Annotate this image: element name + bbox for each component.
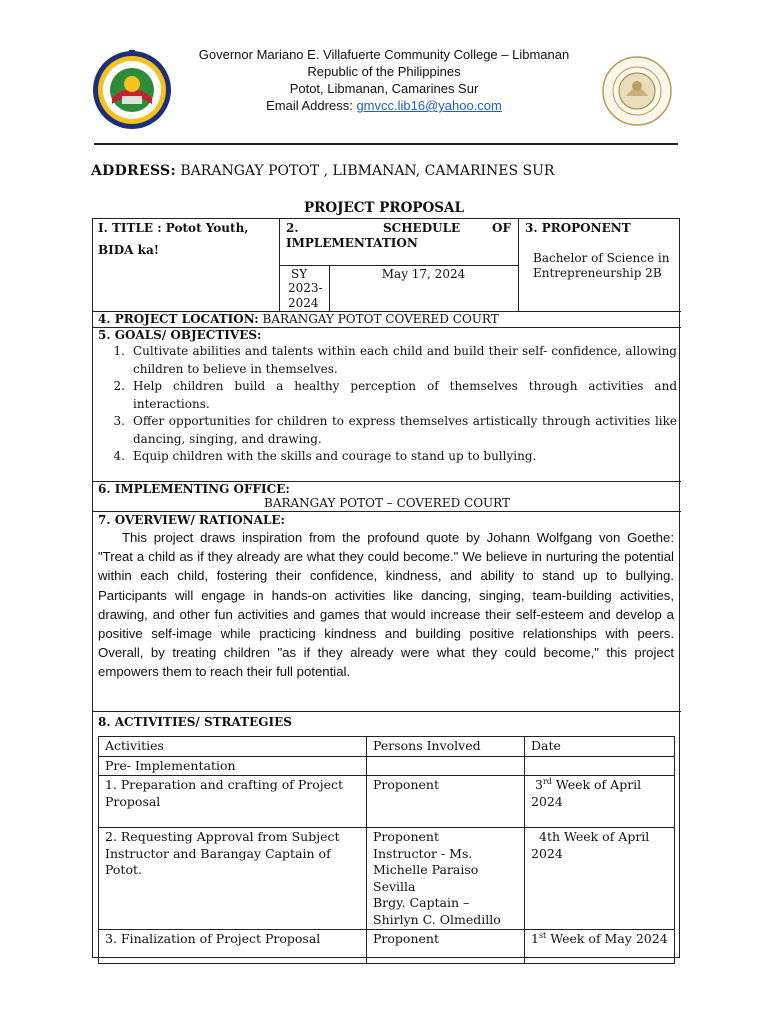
table-header-row: [99, 737, 675, 757]
goal-text: Cultivate abilities and talents within each child and build their self- confidence, allowing children to believe in themselves.: [133, 344, 677, 376]
empty-cell: [525, 756, 675, 776]
activity-cell: 1. Preparation and crafting of Project Proposal: [99, 776, 367, 828]
goal-number: 2.: [113, 379, 125, 393]
office-label: 6. IMPLEMENTING OFFICE:: [98, 482, 290, 496]
person-instructor: Instructor - Ms. Michelle Paraiso Sevilla: [373, 845, 479, 894]
date-cell: [525, 930, 675, 964]
divider-schedule-inner: [279, 265, 518, 266]
persons-cell: Proponent: [367, 776, 525, 828]
header-divider: [94, 143, 678, 145]
date-rest: Week of April 2024: [531, 777, 642, 809]
divider-row-5: [93, 711, 681, 712]
divider-schedule-proponent: [518, 219, 519, 311]
address-line: [91, 163, 554, 179]
title-label-2: BIDA ka!: [98, 243, 160, 257]
goal-item: [99, 343, 677, 378]
sy-line-3: 2024: [288, 296, 319, 310]
schedule-of: OF: [492, 221, 511, 235]
persons-cell: Proponent: [367, 930, 525, 964]
date-cell: [525, 828, 675, 930]
pre-implementation-label: Pre- Implementation: [99, 756, 367, 776]
proponent-label: 3. PROPONENT: [525, 221, 631, 235]
person-captain: Brgy. Captain – Shirlyn C. Olmedillo: [373, 895, 501, 927]
persons-cell: [367, 828, 525, 930]
goals-label: 5. GOALS/ OBJECTIVES:: [98, 328, 262, 342]
activity-cell: 3. Finalization of Project Proposal: [99, 930, 367, 964]
empty-cell: [367, 756, 525, 776]
person-proponent: Proponent: [373, 829, 439, 844]
proponent-line-2: Entrepreneurship 2B: [533, 266, 662, 280]
goal-number: 1.: [113, 344, 125, 358]
schedule-word: SCHEDULE: [383, 221, 461, 235]
goal-number: 4.: [113, 449, 125, 463]
sy-line-2: 2023-: [288, 281, 323, 295]
republic-line: Republic of the Philippines: [307, 64, 461, 79]
title-label: I. TITLE : Potot Youth,: [98, 221, 249, 235]
overview-label: 7. OVERVIEW/ RATIONALE:: [98, 513, 285, 527]
email-label: Email Address:: [266, 98, 357, 113]
header-persons: Persons Involved: [367, 737, 525, 757]
goal-text: Offer opportunities for children to express themselves artistically through activities like dancing, singing, and drawing.: [133, 414, 677, 446]
goal-text: Equip children with the skills and courage to stand up to bullying.: [133, 449, 537, 463]
schedule-impl: IMPLEMENTATION: [286, 236, 418, 250]
project-location-row: [98, 312, 499, 327]
header-date: Date: [525, 737, 675, 757]
activities-table: [98, 736, 675, 964]
header-activities: Activities: [99, 737, 367, 757]
proponent-line-1: Bachelor of Science in: [533, 251, 670, 265]
location-label: 4. PROJECT LOCATION:: [98, 312, 259, 326]
date-num: 1: [531, 931, 539, 946]
province-seal-logo: [602, 56, 672, 126]
table-row: [99, 930, 675, 964]
office-value: BARANGAY POTOT – COVERED COURT: [264, 496, 510, 510]
activities-label: 8. ACTIVITIES/ STRATEGIES: [98, 715, 292, 729]
date-num: 3: [534, 777, 543, 792]
goal-item: [99, 378, 677, 413]
date-sup: st: [538, 930, 547, 940]
table-row: [99, 828, 675, 930]
schedule-date: May 17, 2024: [381, 267, 466, 281]
goal-number: 3.: [113, 414, 125, 428]
overview-text: [98, 528, 674, 682]
proposal-title: PROJECT PROPOSAL: [303, 200, 465, 216]
location-line: Potot, Libmanan, Camarines Sur: [289, 81, 479, 96]
overview-body: This project draws inspiration from the profound quote by Johann Wolfgang von Goethe: "Treat a child as if they already are what they could become." We believe in nurturing the potential within each child, fostering their confidence, kindness, and ability to stand up to bullying. Participants will engage in hands-on activities like dancing, singing, team-building activities, drawing, and other fun activities and games that would increase their self-esteem and develop a positive self-image while practicing kindness and building positive relationships with peers. Overall, by treating children "as if they already were what they could become," this project empowers them to reach their full potential.: [98, 530, 674, 680]
goal-item: [99, 413, 677, 448]
college-name: Governor Mariano E. Villafuerte Community College – Libmanan: [198, 47, 570, 62]
address-label: ADDRESS:: [91, 163, 176, 179]
goal-item: [99, 448, 677, 466]
goal-text: Help children build a healthy perception of themselves through activities and interactions.: [133, 379, 677, 411]
address-value: BARANGAY POTOT , LIBMANAN, CAMARINES SUR: [180, 163, 555, 179]
location-value: BARANGAY POTOT COVERED COURT: [262, 312, 499, 326]
date-cell: [525, 776, 675, 828]
goals-list: [99, 343, 677, 466]
date-sup: rd: [542, 776, 552, 786]
date-text: 4th Week of April 2024: [531, 829, 650, 861]
activity-cell: 2. Requesting Approval from Subject Instructor and Barangay Captain of Potot.: [99, 828, 367, 930]
divider-row-4: [93, 511, 681, 512]
date-rest: Week of May 2024: [546, 931, 668, 946]
email-link[interactable]: gmvcc.lib16@yahoo.com: [356, 98, 502, 113]
schedule-num: 2.: [286, 221, 299, 235]
table-row: [99, 756, 675, 776]
sy-line-1: SY: [291, 267, 308, 281]
table-row: [99, 776, 675, 828]
